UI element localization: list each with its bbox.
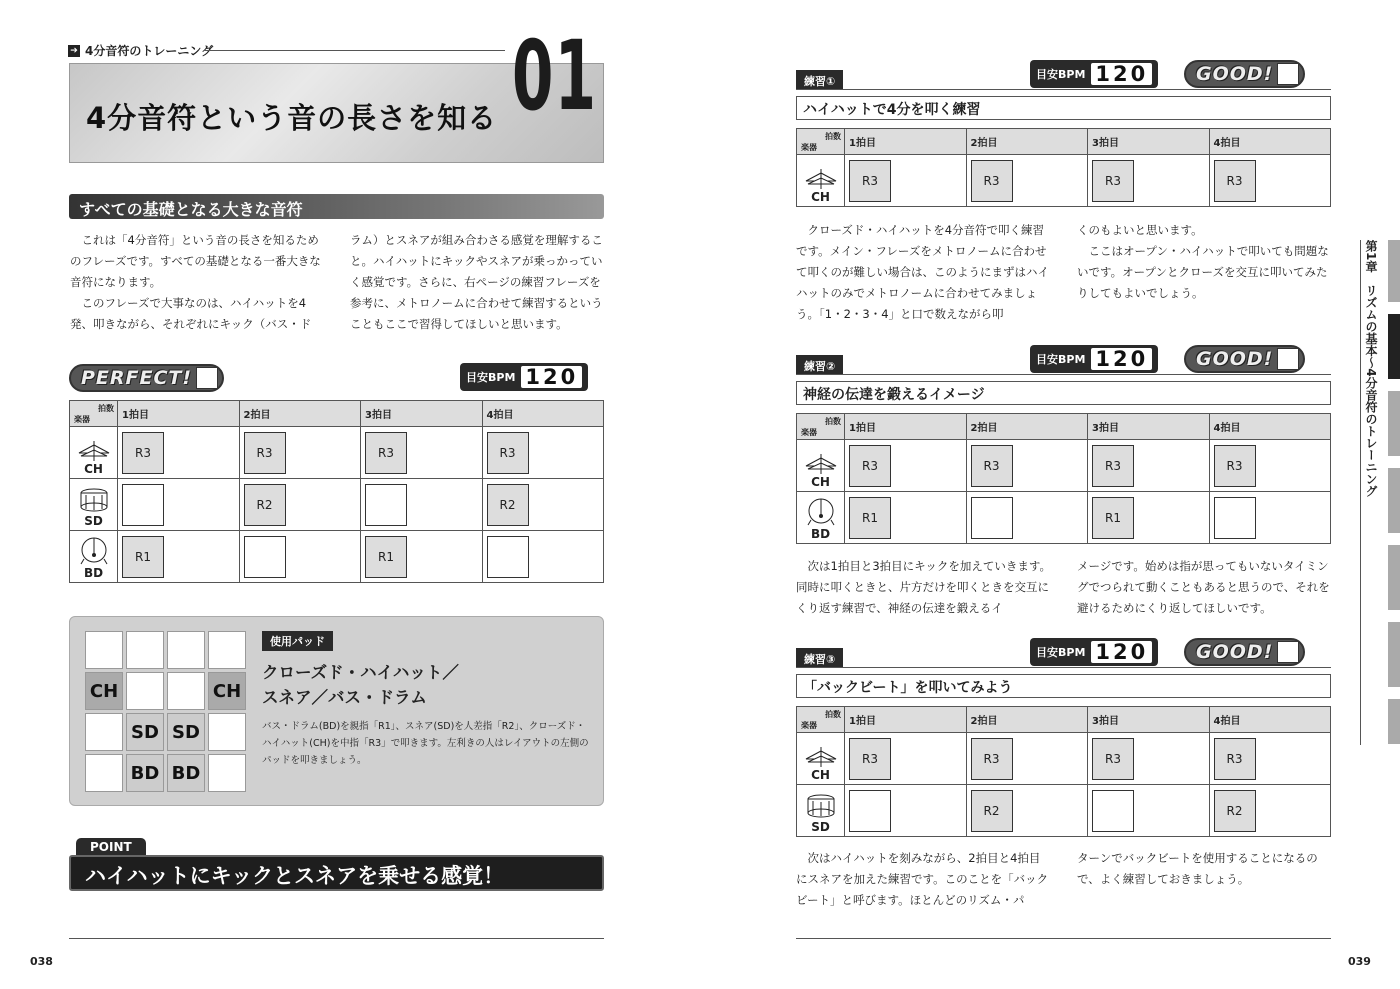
rhythm-table <box>69 400 604 583</box>
note-cell <box>361 531 483 583</box>
note-pad <box>971 497 1013 539</box>
table-header-row <box>797 414 1331 440</box>
grade-checkbox[interactable] <box>1277 641 1299 663</box>
instrument-cell <box>70 427 118 479</box>
exercise-title: 「バックビート」を叩いてみよう <box>796 674 1331 698</box>
rhythm-table <box>796 128 1331 207</box>
grade-text: GOOD! <box>1196 348 1274 370</box>
table-row <box>70 531 604 583</box>
note-cell <box>118 531 240 583</box>
grade-text: PERFECT! <box>81 367 193 389</box>
grade-badge <box>69 364 224 392</box>
instrument-label: BD <box>83 566 104 580</box>
pad <box>85 713 123 751</box>
note-cell <box>845 155 967 207</box>
note-cell <box>1088 785 1210 837</box>
note-pad: R3 <box>849 445 891 487</box>
rhythm-table <box>796 706 1331 837</box>
instrument-label: SD <box>84 514 103 528</box>
note-pad: R3 <box>1214 738 1256 780</box>
instrument-label: CH <box>84 462 103 476</box>
note-pad <box>487 536 529 578</box>
instrument-label: BD <box>810 527 831 541</box>
grade-text: GOOD! <box>1196 641 1274 663</box>
corner-beats: 拍数 <box>825 416 841 426</box>
note-pad: R1 <box>849 497 891 539</box>
beat-header: 2拍目 <box>239 401 361 427</box>
hihat-icon <box>804 169 838 189</box>
lesson-number: 01 <box>512 20 598 132</box>
beat-header: 2拍目 <box>966 414 1088 440</box>
note-pad: R3 <box>971 738 1013 780</box>
note-cell <box>1209 785 1331 837</box>
arrow-icon: ➔ <box>68 45 80 57</box>
pad-sd: SD <box>126 713 164 751</box>
note-cell <box>966 733 1088 785</box>
pad-ch: CH <box>208 672 246 710</box>
grade-text: GOOD! <box>1196 63 1274 85</box>
table-row <box>797 440 1331 492</box>
chapter-tab-active[interactable] <box>1388 314 1400 379</box>
beat-header: 2拍目 <box>966 129 1088 155</box>
hihat-icon <box>77 441 111 461</box>
beat-header: 3拍目 <box>1088 414 1210 440</box>
grade-badge <box>1184 60 1305 88</box>
instrument-cell <box>797 492 845 544</box>
note-pad: R1 <box>365 536 407 578</box>
pad <box>85 631 123 669</box>
exercise-body-col2 <box>1077 556 1332 619</box>
grade-checkbox[interactable] <box>196 367 218 389</box>
paragraph: 次はハイハットを刻みながら、2拍目と4拍目にスネアを加えた練習です。このことを「バックビート」と呼びます。ほとんどのリズム・パ <box>796 851 1049 907</box>
table-row <box>797 155 1331 207</box>
note-pad: R3 <box>971 445 1013 487</box>
bpm-badge <box>1030 60 1158 88</box>
bpm-value: 120 <box>1091 348 1152 370</box>
instrument-cell <box>797 155 845 207</box>
beat-header: 1拍目 <box>845 707 967 733</box>
note-pad <box>1092 790 1134 832</box>
corner-instrument: 楽器 <box>801 427 817 437</box>
grade-checkbox[interactable] <box>1277 348 1299 370</box>
pad <box>208 713 246 751</box>
note-cell <box>361 479 483 531</box>
exercise-title: 神経の伝達を鍛えるイメージ <box>796 381 1331 405</box>
bpm-badge <box>1030 638 1158 666</box>
note-pad: R3 <box>1092 160 1134 202</box>
note-pad: R3 <box>1214 445 1256 487</box>
note-cell <box>1209 492 1331 544</box>
beat-header: 3拍目 <box>361 401 483 427</box>
section-rule <box>205 50 505 51</box>
table-row <box>797 785 1331 837</box>
note-cell <box>845 733 967 785</box>
bpm-label: 目安BPM <box>1036 353 1086 366</box>
pad <box>167 672 205 710</box>
note-cell <box>845 492 967 544</box>
left-body-col2 <box>350 230 606 335</box>
exercise-label: 練習② <box>796 355 843 375</box>
exercise-body-col2 <box>1077 848 1332 890</box>
table-row <box>797 733 1331 785</box>
note-cell <box>482 427 604 479</box>
note-pad: R3 <box>365 432 407 474</box>
hihat-icon <box>804 454 838 474</box>
note-pad: R3 <box>1092 738 1134 780</box>
pad-title-line: クローズド・ハイハット／ <box>262 663 459 682</box>
table-header-row <box>797 707 1331 733</box>
pad-title <box>262 660 459 710</box>
hihat-icon <box>804 747 838 767</box>
exercise-label: 練習③ <box>796 648 843 668</box>
bpm-value: 120 <box>1091 63 1152 85</box>
note-pad <box>244 536 286 578</box>
exercise-title: ハイハットで4分を叩く練習 <box>796 96 1331 120</box>
exercise-body-col1 <box>796 556 1051 619</box>
instrument-label: CH <box>811 475 830 489</box>
exercise-rule <box>796 89 1331 90</box>
corner-beats: 拍数 <box>825 131 841 141</box>
note-cell <box>845 785 967 837</box>
beat-header: 4拍目 <box>1209 129 1331 155</box>
subheading: すべての基礎となる大きな音符 <box>69 194 604 219</box>
point-tab: POINT <box>76 838 146 856</box>
corner-beats: 拍数 <box>98 403 114 413</box>
note-pad: R3 <box>122 432 164 474</box>
pad <box>85 754 123 792</box>
note-cell <box>845 440 967 492</box>
bpm-value: 120 <box>1091 641 1152 663</box>
pad-ch: CH <box>85 672 123 710</box>
note-cell <box>966 785 1088 837</box>
instrument-cell <box>797 440 845 492</box>
note-cell <box>118 479 240 531</box>
exercise-rule <box>796 374 1331 375</box>
section-tag-label: 4分音符のトレーニング <box>85 44 214 58</box>
table-corner <box>797 707 845 733</box>
beat-header: 4拍目 <box>1209 707 1331 733</box>
paragraph: メージです。始めは指が思ってもいないタイミングでつられて動くこともあると思うので、それを避けるためにくり返してほしいです。 <box>1077 559 1330 615</box>
note-cell <box>482 531 604 583</box>
note-pad <box>122 484 164 526</box>
paragraph: 次は1拍目と3拍目にキックを加えていきます。同時に叩くときと、片方だけを叩くときを交互にくり返す練習で、神経の伝達を鍛えるイ <box>796 559 1051 615</box>
table-row <box>70 427 604 479</box>
exercise-body-col1 <box>796 220 1051 325</box>
pad-title-line: スネア／バス・ドラム <box>262 688 427 707</box>
chapter-tab[interactable] <box>1388 391 1400 456</box>
instrument-label: CH <box>811 768 830 782</box>
bass-drum-icon <box>806 498 836 526</box>
bpm-label: 目安BPM <box>466 371 516 384</box>
note-pad <box>849 790 891 832</box>
note-pad: R1 <box>1092 497 1134 539</box>
chapter-tab[interactable] <box>1388 468 1400 533</box>
instrument-label: SD <box>811 820 830 834</box>
grade-badge <box>1184 638 1305 666</box>
pad <box>126 672 164 710</box>
table-row <box>70 479 604 531</box>
paragraph: ラム）とスネアが組み合わさる感覚を理解すること。ハイハットにキックやスネアが乗っかっていく感覚です。さらに、右ページの練習フレーズを参考に、メトロノームに合わせて練習するということもここで習得してほしいと思います。 <box>350 233 603 331</box>
note-cell <box>1088 155 1210 207</box>
left-body-col1 <box>70 230 326 335</box>
page-title: 4分音符という音の長さを知る <box>86 101 498 135</box>
table-header-row <box>797 129 1331 155</box>
beat-header: 4拍目 <box>1209 414 1331 440</box>
note-cell <box>239 531 361 583</box>
corner-instrument: 楽器 <box>801 720 817 730</box>
note-cell <box>1088 733 1210 785</box>
note-pad: R3 <box>1092 445 1134 487</box>
bpm-label: 目安BPM <box>1036 68 1086 81</box>
beat-header: 4拍目 <box>482 401 604 427</box>
pad <box>208 631 246 669</box>
pad <box>126 631 164 669</box>
instrument-cell <box>70 479 118 531</box>
grade-checkbox[interactable] <box>1277 63 1299 85</box>
beat-header: 3拍目 <box>1088 129 1210 155</box>
footer-rule <box>69 938 604 939</box>
corner-instrument: 楽器 <box>74 414 90 424</box>
instrument-cell <box>70 531 118 583</box>
corner-beats: 拍数 <box>825 709 841 719</box>
note-pad: R2 <box>244 484 286 526</box>
note-cell <box>1088 492 1210 544</box>
note-cell <box>239 427 361 479</box>
bpm-badge <box>460 363 588 391</box>
instrument-cell <box>797 733 845 785</box>
page-number: 038 <box>30 955 53 968</box>
beat-header: 2拍目 <box>966 707 1088 733</box>
pad <box>167 631 205 669</box>
rhythm-table <box>796 413 1331 544</box>
pad-bd: BD <box>167 754 205 792</box>
instrument-cell <box>797 785 845 837</box>
beat-header: 1拍目 <box>845 129 967 155</box>
beat-header: 3拍目 <box>1088 707 1210 733</box>
note-pad <box>1214 497 1256 539</box>
note-cell <box>1209 733 1331 785</box>
note-pad: R1 <box>122 536 164 578</box>
pad-description: バス・ドラム(BD)を親指「R1」、スネア(SD)を人差指「R2」、クローズド・ハイハット(CH)を中指「R3」で叩きます。左利きの人はレイアウトの左側のパッドを叩きましょう。 <box>262 721 589 766</box>
paragraph: これは「4分音符」という音の長さを知るためのフレーズです。すべての基礎となる一番大きな音符になります。 <box>70 233 321 289</box>
instrument-label: CH <box>811 190 830 204</box>
paragraph: ターンでバックビートを使用することになるので、よく練習しておきましょう。 <box>1077 851 1318 886</box>
snare-icon <box>806 793 836 819</box>
note-pad: R3 <box>244 432 286 474</box>
paragraph: ここはオープン・ハイハットで叩いても問題ないです。オープンとクローズを交互に叩いてみたりしてもよいでしょう。 <box>1077 244 1329 300</box>
pad-bd: BD <box>126 754 164 792</box>
use-pad-label: 使用パッド <box>262 631 333 651</box>
note-pad <box>365 484 407 526</box>
note-cell <box>966 492 1088 544</box>
chapter-tab[interactable] <box>1388 545 1400 610</box>
point-text: ハイハットにキックとスネアを乗せる感覚！ <box>69 855 604 891</box>
bpm-value: 120 <box>521 366 582 388</box>
note-cell <box>482 479 604 531</box>
note-cell <box>361 427 483 479</box>
table-row <box>797 492 1331 544</box>
note-pad: R3 <box>971 160 1013 202</box>
exercise-body-col2 <box>1077 220 1332 304</box>
note-pad: R2 <box>971 790 1013 832</box>
note-pad: R3 <box>487 432 529 474</box>
chapter-tab[interactable] <box>1388 699 1400 744</box>
bpm-label: 目安BPM <box>1036 646 1086 659</box>
beat-header: 1拍目 <box>118 401 240 427</box>
paragraph: くのもよいと思います。 <box>1077 223 1203 237</box>
grade-badge <box>1184 345 1305 373</box>
table-corner <box>797 129 845 155</box>
note-pad: R3 <box>1214 160 1256 202</box>
page-number: 039 <box>1348 955 1371 968</box>
chapter-tab[interactable] <box>1388 240 1400 302</box>
note-cell <box>966 440 1088 492</box>
note-pad: R2 <box>1214 790 1256 832</box>
section-tag <box>68 42 213 59</box>
beat-header: 1拍目 <box>845 414 967 440</box>
paragraph: このフレーズで大事なのは、ハイハットを4発、叩きながら、それぞれにキック（バス・ド <box>70 296 312 331</box>
exercise-body-col1 <box>796 848 1051 911</box>
table-corner <box>797 414 845 440</box>
bass-drum-icon <box>79 537 109 565</box>
note-cell <box>239 479 361 531</box>
chapter-tab[interactable] <box>1388 622 1400 687</box>
pad-sd: SD <box>167 713 205 751</box>
footer-rule <box>796 938 1331 939</box>
chapter-side-label: 第1章 リズムの基本〜4分音符のトレーニング <box>1364 240 1378 497</box>
exercise-rule <box>796 667 1331 668</box>
note-cell <box>1209 155 1331 207</box>
bpm-badge <box>1030 345 1158 373</box>
table-corner <box>70 401 118 427</box>
note-cell <box>1088 440 1210 492</box>
note-cell <box>118 427 240 479</box>
table-header-row <box>70 401 604 427</box>
note-cell <box>966 155 1088 207</box>
pad <box>208 754 246 792</box>
paragraph: クローズド・ハイハットを4分音符で叩く練習です。メイン・フレーズをメトロノームに合わせて叩くのが難しい場合は、このようにまずはハイハットのみでメトロノームに合わせてみましょう。「1・2・3・4」と口で数えながら叩 <box>796 223 1049 321</box>
note-cell <box>1209 440 1331 492</box>
note-pad: R3 <box>849 738 891 780</box>
snare-icon <box>79 487 109 513</box>
note-pad: R2 <box>487 484 529 526</box>
corner-instrument: 楽器 <box>801 142 817 152</box>
exercise-label: 練習① <box>796 70 843 90</box>
note-pad: R3 <box>849 160 891 202</box>
